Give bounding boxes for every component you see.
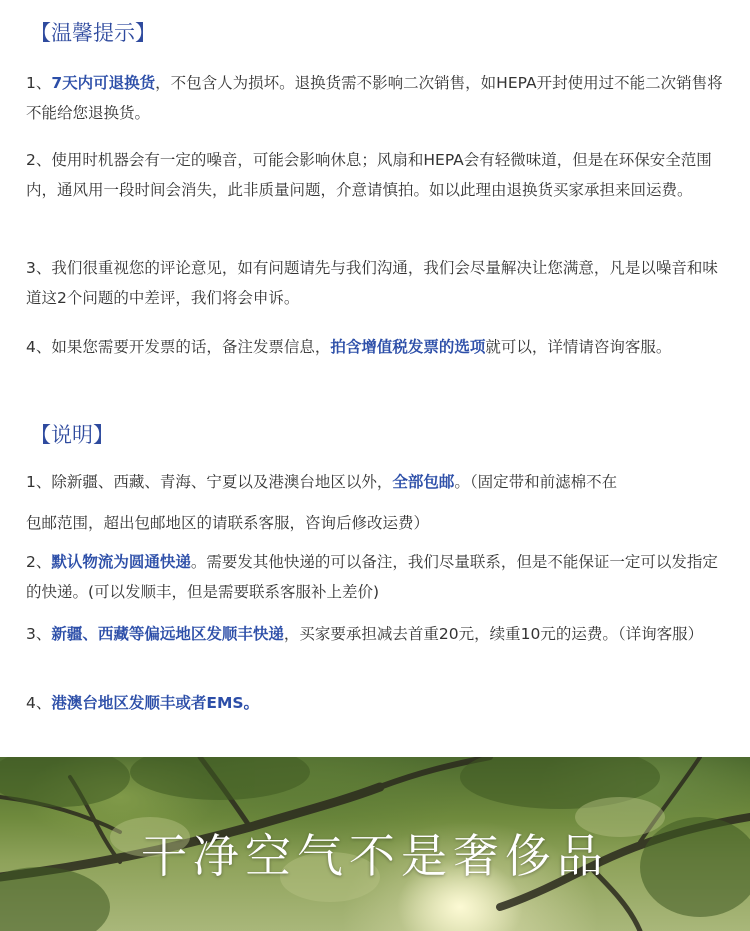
highlight-text: 拍含增值税发票的选项 xyxy=(330,338,486,356)
notice-item-2 xyxy=(26,145,726,205)
explain-item-2 xyxy=(26,547,726,607)
notice-item-1 xyxy=(26,68,726,128)
explain-item-1 xyxy=(26,467,726,497)
item-text: 除新疆、西藏、青海、宁夏以及港澳台地区以外， xyxy=(51,473,393,491)
item-number: 3、 xyxy=(26,625,52,643)
item-text: 。需要发其他快递的可以备注，我们尽量联系，但是不能保证一定可以发指定的快递。(可以发顺丰，但是需要联系客服补上差价) xyxy=(26,553,718,601)
item-number: 3、 xyxy=(26,259,52,277)
item-text: ，买家要承担减去首重20元，续重10元的运费。（详询客服） xyxy=(283,625,704,643)
notice-item-4 xyxy=(26,332,726,362)
item-text: ，不包含人为损坏。退换货需不影响二次销售，如HEPA开封使用过不能二次销售将不能给您退换货。 xyxy=(26,74,723,122)
highlight-text: 7天内可退换货 xyxy=(51,74,156,92)
item-text: 就可以，详情请咨询客服。 xyxy=(485,338,672,356)
explain-item-3 xyxy=(26,619,726,649)
item-number: 4、 xyxy=(26,338,52,356)
highlight-text: 新疆、西藏等偏远地区发顺丰快递 xyxy=(51,625,284,643)
item-text: 使用时机器会有一定的噪音，可能会影响休息；风扇和HEPA会有轻微味道，但是在环保安全范围内，通风用一段时间会消失，此非质量问题，介意请慎拍。如以此理由退换货买家承担来回运费。 xyxy=(26,151,712,199)
explain-item-4 xyxy=(26,688,726,718)
highlight-text: 全部包邮 xyxy=(392,473,455,491)
item-number: 2、 xyxy=(26,553,52,571)
highlight-text: 港澳台地区发顺丰或者EMS。 xyxy=(51,694,260,712)
item-number: 2、 xyxy=(26,151,52,169)
explain-title: 【说明】 xyxy=(30,423,114,447)
explain-item-1-line2: 包邮范围，超出包邮地区的请联系客服，咨询后修改运费） xyxy=(26,514,430,532)
highlight-text: 默认物流为圆通快递 xyxy=(51,553,191,571)
item-text: 我们很重视您的评论意见，如有问题请先与我们沟通，我们会尽量解决让您满意，凡是以噪音和味道这2个问题的中差评，我们将会申诉。 xyxy=(26,259,718,307)
notice-item-3 xyxy=(26,253,726,313)
notice-title: 【温馨提示】 xyxy=(30,21,156,45)
item-number: 1、 xyxy=(26,473,52,491)
item-text: 如果您需要开发票的话，备注发票信息， xyxy=(51,338,331,356)
item-number: 4、 xyxy=(26,694,52,712)
item-number: 1、 xyxy=(26,74,52,92)
item-text: 。（固定带和前滤棉不在 xyxy=(454,473,618,491)
forest-banner xyxy=(0,757,750,931)
banner-slogan: 干净空气不是奢侈品 xyxy=(141,829,609,883)
